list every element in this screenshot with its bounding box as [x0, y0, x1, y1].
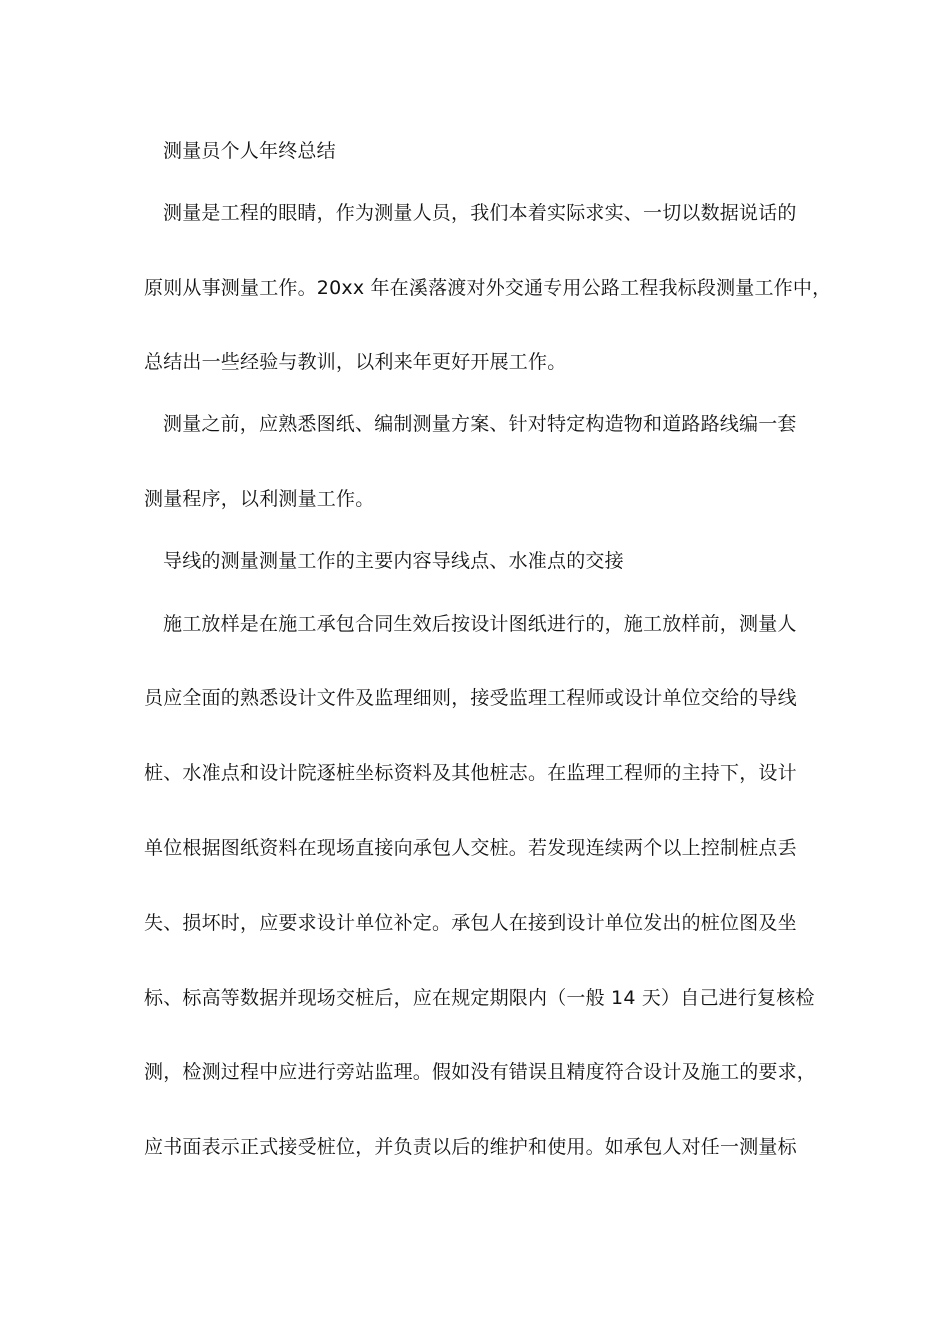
paragraph-line: 应书面表示正式接受桩位，并负责以后的维护和使用。如承包人对任一测量标: [144, 1136, 797, 1158]
paragraph-line: 总结出一些经验与教训，以利来年更好开展工作。: [144, 351, 567, 373]
paragraph-line: 失、损坏时，应要求设计单位补定。承包人在接到设计单位发出的桩位图及坐: [144, 912, 797, 934]
paragraph-line: 员应全面的熟悉设计文件及监理细则，接受监理工程师或设计单位交给的导线: [144, 687, 797, 709]
paragraph-line: 桩、水准点和设计院逐桩坐标资料及其他桩志。在监理工程师的主持下，设计: [144, 762, 797, 784]
paragraph-line: 施工放样是在施工承包合同生效后按设计图纸进行的，施工放样前，测量人: [163, 613, 797, 635]
paragraph-line: 单位根据图纸资料在现场直接向承包人交桩。若发现连续两个以上控制桩点丢: [144, 837, 797, 859]
paragraph-line: 测，检测过程中应进行旁站监理。假如没有错误且精度符合设计及施工的要求，: [144, 1061, 817, 1083]
document-title: 测量员个人年终总结: [163, 140, 336, 162]
paragraph-line: 测量是工程的眼睛，作为测量人员，我们本着实际求实、一切以数据说话的: [163, 202, 797, 224]
section-heading: 导线的测量测量工作的主要内容导线点、水准点的交接: [163, 550, 624, 572]
paragraph-line: 标、标高等数据并现场交桩后，应在规定期限内（一般 14 天）自己进行复核检: [144, 987, 815, 1009]
paragraph-line: 测量之前，应熟悉图纸、编制测量方案、针对特定构造物和道路路线编一套: [163, 413, 797, 435]
paragraph-line: 测量程序，以利测量工作。: [144, 488, 375, 510]
paragraph-line: 原则从事测量工作。20xx 年在溪落渡对外交通专用公路工程我标段测量工作中，: [144, 277, 832, 299]
